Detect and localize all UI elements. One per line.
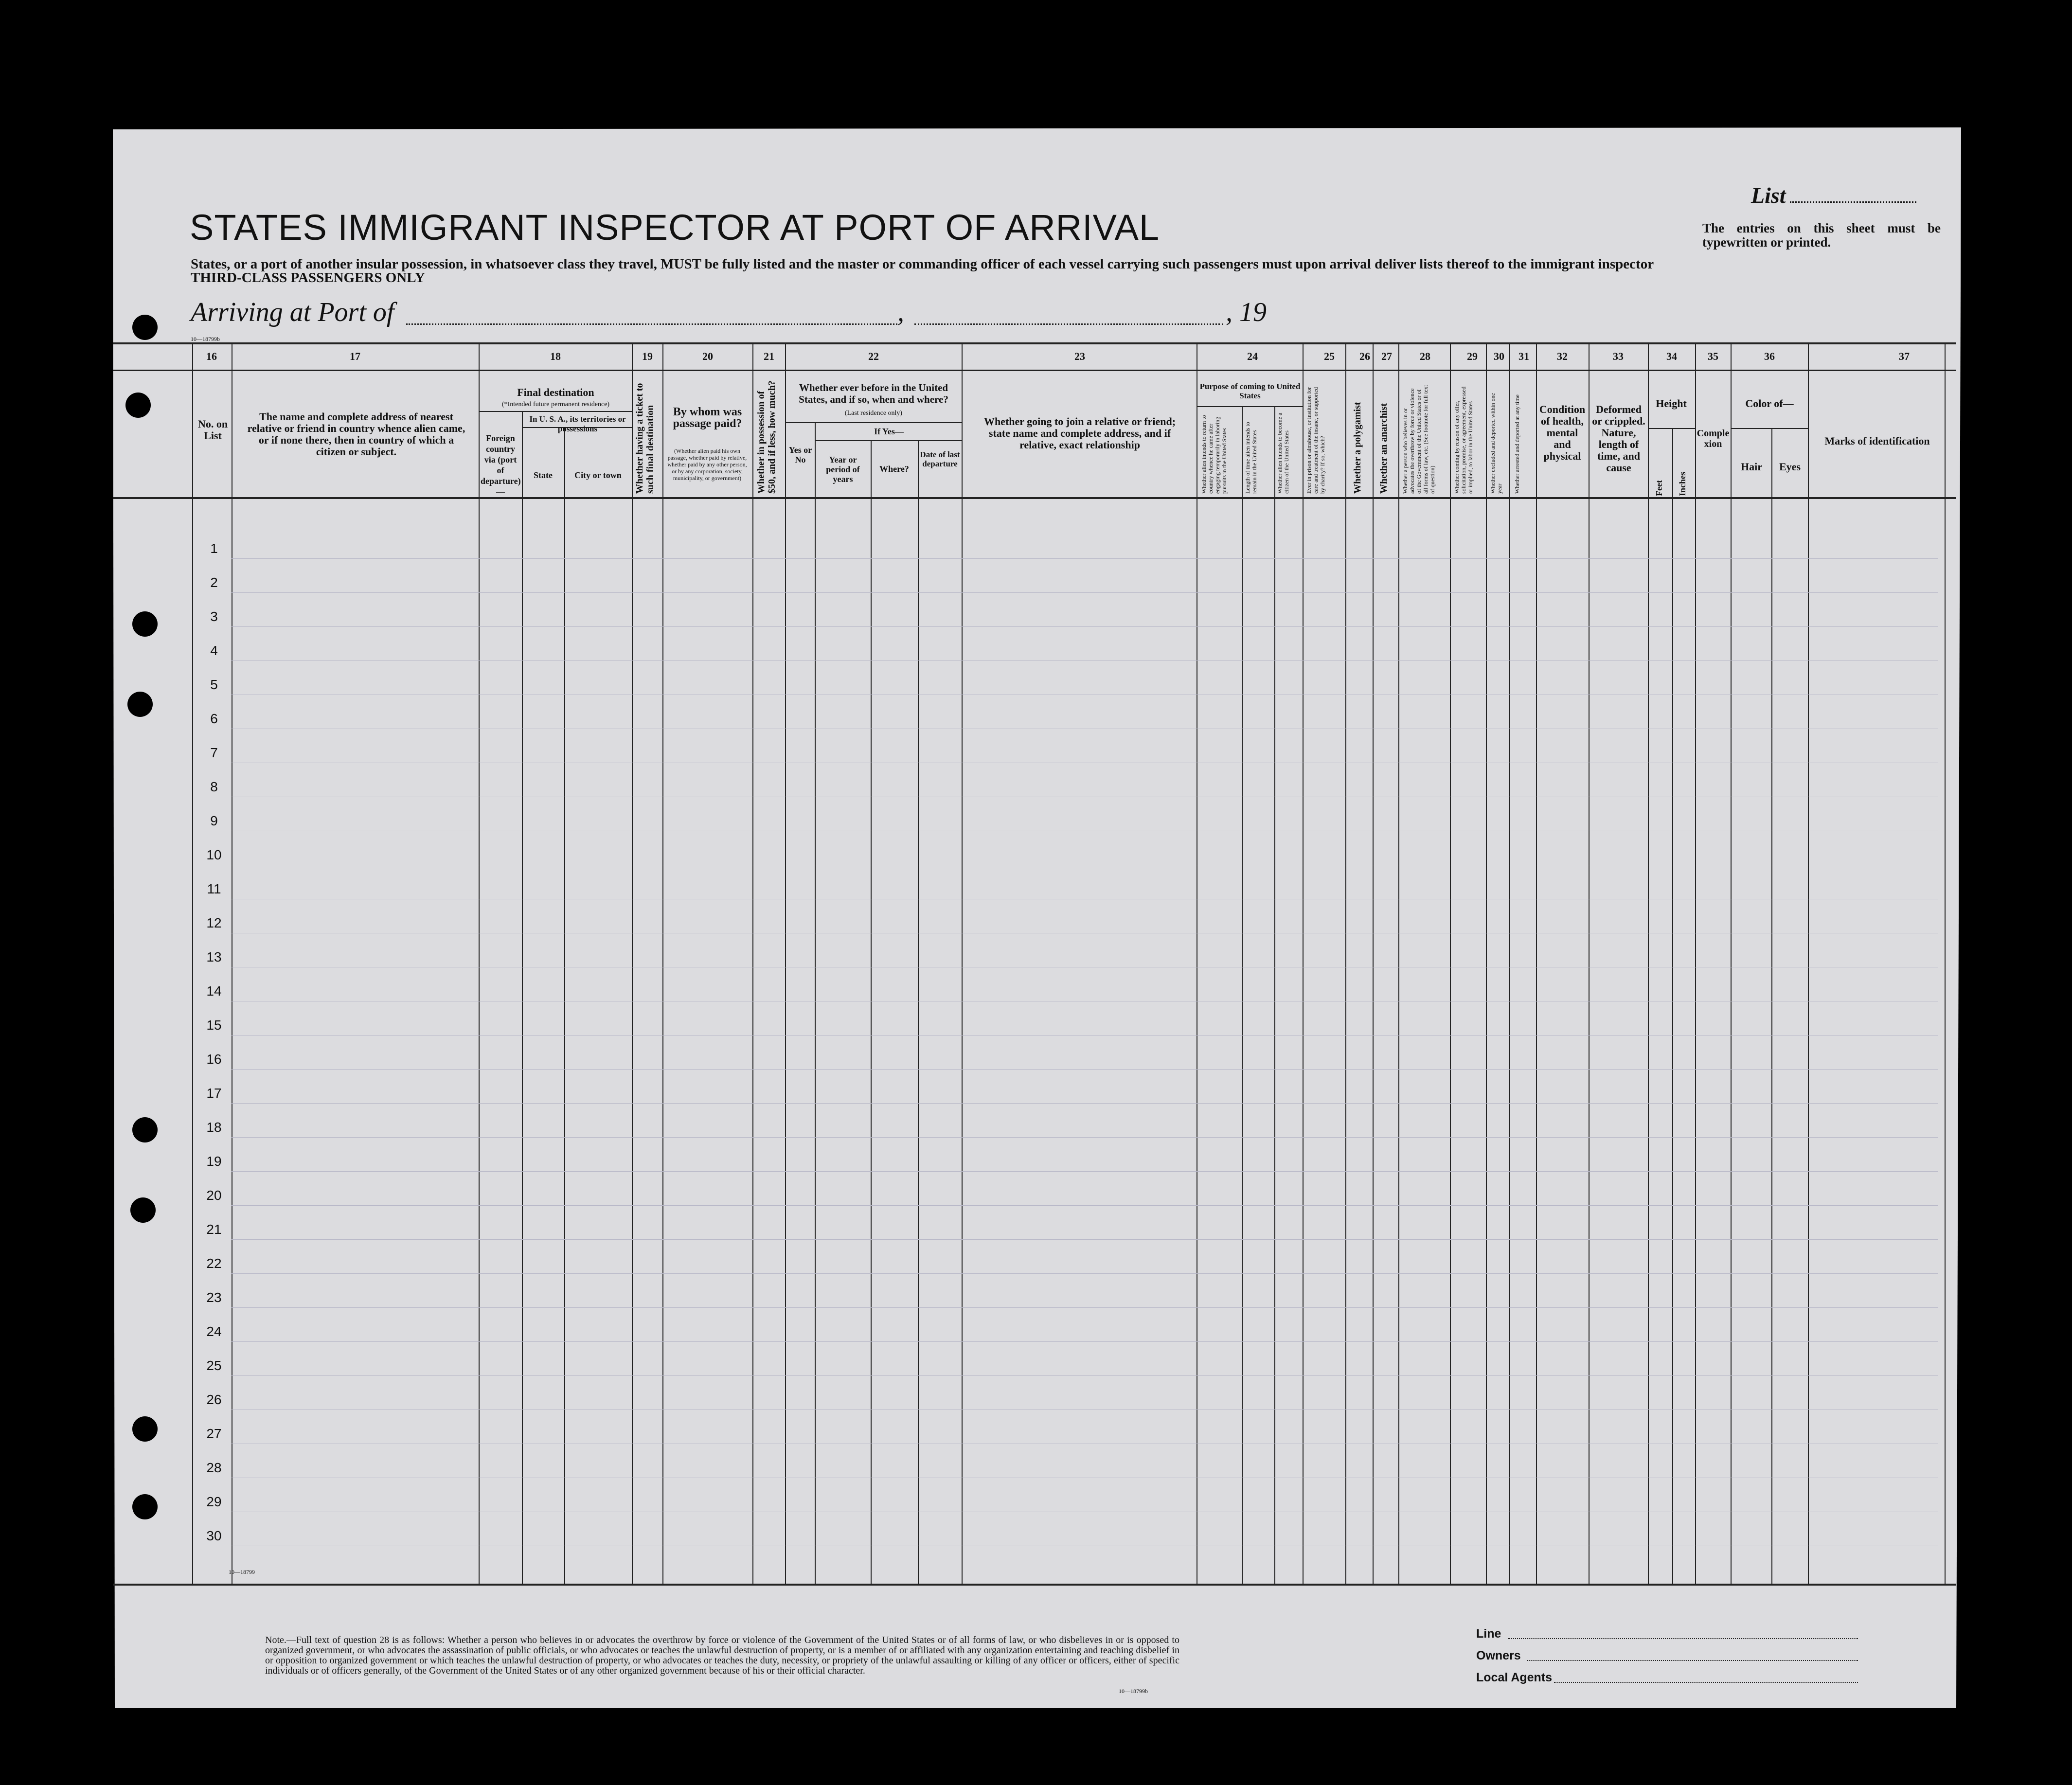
punch-hole [132, 611, 158, 637]
table-row[interactable] [231, 1069, 1938, 1070]
col-sep [1303, 342, 1304, 1584]
col-number-19: 19 [642, 350, 653, 362]
col-sep [1345, 342, 1346, 1584]
header-if-yes: If Yes— [874, 427, 904, 436]
row-number: 6 [210, 711, 218, 726]
class-line: THIRD-CLASS PASSENGERS ONLY [191, 270, 425, 286]
form-number-bottom: 10—18799 [229, 1569, 255, 1575]
col-number-32: 32 [1557, 350, 1568, 362]
col-number-31: 31 [1518, 350, 1529, 362]
punch-hole [125, 393, 151, 418]
header-prison-almshouse: Ever in prison or almshouse, or institution for care and treatment of the insane, or supported by charity? If so, which? [1305, 387, 1326, 494]
header-anarchist: Whether an anarchist [1378, 403, 1389, 494]
form-title: STATES IMMIGRANT INSPECTOR AT PORT OF ARRIVAL [190, 207, 1160, 248]
header-offer-labor: Whether coming by reason of any offer, solicitation, promise, or agreement, expressed or implied, to labor in the United States [1453, 386, 1474, 494]
col-sep [479, 342, 480, 1584]
col-number-21: 21 [764, 350, 774, 362]
local-agents-label: Local Agents [1476, 1671, 1553, 1684]
form-sheet [113, 127, 1961, 1708]
typewritten-notice: The entries on this sheet must be typewritten or printed. [1702, 221, 1941, 250]
col-number-22: 22 [868, 350, 879, 362]
col-sep [564, 427, 565, 1584]
header-join-relative: Whether going to join a relative or friend; state name and complete address, and if relative, exact relationship [983, 415, 1176, 451]
row-number: 23 [206, 1290, 222, 1305]
header-state: State [534, 470, 553, 480]
row-number: 21 [206, 1222, 222, 1237]
header-passage-paid-sub: (Whether alien paid his own passage, whether paid by relative, whether paid by any other person, or by any corporation, society, municipality, or government) [667, 447, 747, 482]
row-number: 5 [210, 677, 218, 692]
row-number: 24 [206, 1324, 222, 1339]
row-number: 26 [206, 1392, 222, 1407]
row-number: 29 [206, 1494, 222, 1509]
row-number: 12 [206, 915, 222, 930]
col-sep [962, 342, 963, 1584]
col-sep [1373, 342, 1374, 1584]
col-sep [632, 342, 633, 1584]
header-possession-50: Whether in possession of $50, and if less, how much? [756, 380, 777, 494]
header-purpose-length: Length of time alien intends to remain in the United States [1244, 422, 1258, 494]
owners-field[interactable] [1527, 1660, 1858, 1661]
header-ever-before-us-sub: (Last residence only) [844, 410, 903, 417]
table-row[interactable] [231, 626, 1938, 627]
arriving-label: Arriving at Port of [191, 297, 394, 327]
line-label: Line [1476, 1627, 1501, 1641]
row-number: 20 [206, 1188, 222, 1203]
subhdr-rule [479, 411, 632, 412]
col-sep [871, 440, 872, 1584]
row-number: 9 [210, 813, 218, 828]
col-number-35: 35 [1708, 350, 1718, 362]
table-row[interactable] [231, 558, 1938, 559]
row-number: 10 [206, 847, 222, 862]
header-passage-paid: By whom was passage paid? [673, 406, 742, 430]
table-rule-bottom [113, 1584, 1956, 1586]
col-number-25: 25 [1324, 350, 1335, 362]
col-number-20: 20 [702, 350, 713, 362]
col-sep [1486, 342, 1487, 1584]
instructions-text: States, or a port of another insular possession, in whatsoever class they travel, MUST be fully listed and the master or commanding officer of each vessel carrying such passengers must upon arrival deliver lists thereof to the immigrant inspector [191, 256, 1654, 272]
subhdr-rule [1648, 428, 1695, 429]
subhdr-rule [1731, 428, 1808, 429]
col-sep [1771, 428, 1772, 1584]
col-number-16: 16 [206, 350, 217, 362]
header-final-destination: Final destination [517, 386, 594, 398]
punch-hole [130, 1197, 156, 1223]
header-date-last-departure: Date of last departure [920, 450, 960, 468]
col-number-23: 23 [1074, 350, 1085, 362]
table-rule-header-bottom [113, 497, 1956, 499]
header-feet: Feet [1654, 480, 1664, 496]
header-hair: Hair [1741, 461, 1762, 473]
col-number-30: 30 [1494, 350, 1504, 362]
row-number: 4 [210, 643, 218, 658]
col-sep [662, 342, 663, 1584]
col-number-36: 36 [1764, 350, 1775, 362]
table-row[interactable] [231, 1137, 1938, 1138]
col-number-34: 34 [1666, 350, 1677, 362]
col-sep [1672, 428, 1673, 1584]
header-polygamist: Whether a polygamist [1352, 402, 1363, 494]
col-number-29: 29 [1467, 350, 1478, 362]
date-field[interactable] [914, 323, 1223, 325]
punch-hole [127, 692, 153, 717]
header-ever-before-us: Whether ever before in the United States, and if so, when and where? [799, 382, 948, 405]
list-number-field[interactable] [1790, 201, 1916, 203]
col-number-37: 37 [1899, 350, 1910, 362]
header-having-ticket: Whether having a ticket to such final destination [634, 383, 656, 494]
header-in-usa: In U. S. A., its territories or possessions [529, 414, 626, 433]
header-city-or-town: City or town [574, 470, 622, 480]
owners-label: Owners [1476, 1649, 1521, 1662]
row-number: 16 [206, 1052, 222, 1067]
subhdr-rule [785, 422, 962, 423]
col-sep [752, 342, 753, 1584]
form-number-top: 10—18799b [191, 336, 220, 342]
header-inches: Inches [1678, 471, 1687, 496]
table-row[interactable] [231, 660, 1938, 661]
col-sep [1648, 342, 1649, 1584]
table-rule-colnums [113, 370, 1956, 371]
row-number: 15 [206, 1017, 222, 1033]
header-year-period: Year or period of years [826, 455, 860, 484]
punch-hole [132, 315, 158, 340]
header-arrested-deported: Whether arrested and deported at any time [1514, 394, 1520, 494]
table-row[interactable] [231, 1273, 1938, 1274]
col-sep [1589, 342, 1590, 1584]
col-number-17: 17 [350, 350, 360, 362]
col-sep [1509, 342, 1510, 1584]
row-number: 14 [206, 983, 222, 999]
comma-separator: , [897, 297, 904, 327]
col-sep [1536, 342, 1537, 1584]
table-row[interactable] [231, 1103, 1938, 1104]
row-number: 1 [210, 541, 218, 556]
row-number: 3 [210, 609, 218, 624]
header-nearest-relative: The name and complete address of nearest relative or friend in country whence alien came, or if none there, then in country of which a citizen or subject. [247, 411, 465, 458]
header-eyes: Eyes [1779, 461, 1801, 473]
row-number: 8 [210, 779, 218, 794]
header-height: Height [1656, 397, 1687, 410]
header-purpose: Purpose of coming to United States [1199, 382, 1301, 400]
header-overthrow: Whether a person who believes in or advocates the overthrow by force or violence of the Government of the United States or of all forms of law, etc. (See footnote for full text of question) [1402, 385, 1436, 494]
table-row[interactable] [231, 1205, 1938, 1206]
row-number: 17 [206, 1086, 222, 1101]
subhdr-rule [1197, 406, 1303, 407]
punch-hole [132, 1494, 158, 1519]
col-number-18: 18 [550, 350, 561, 362]
header-excluded-deported: Whether excluded and deported within one year [1489, 393, 1503, 494]
header-marks-identification: Marks of identification [1824, 435, 1930, 447]
table-row[interactable] [231, 1171, 1938, 1172]
col-sep [1274, 406, 1275, 1584]
punch-hole [132, 1416, 158, 1442]
table-row[interactable] [231, 1307, 1938, 1308]
header-complexion: Complexion [1697, 428, 1730, 449]
row-number: 7 [210, 745, 218, 760]
table-rule-top [113, 342, 1956, 344]
row-number: 19 [206, 1154, 222, 1169]
col-sep [1731, 342, 1732, 1584]
col-sep [1450, 342, 1451, 1584]
row-number: 27 [206, 1426, 222, 1441]
header-where: Where? [879, 464, 909, 474]
footnote-question-28: Note.—Full text of question 28 is as follows: Whether a person who believes in or advocates the overthrow by force or violence of the Government of the United States or of all forms of law, or who disbelieves in or is opposed to organized government, or who advocates the assassination of public officials, or who advocates or teaches the unlawful destruction of property, or is a member of or affiliated with any organization entertaining and teaching disbelief in or opposition to organized government or which teaches the unlawful destruction of property, or who advocates or teaches the duty, necessity, or propriety of the unlawful assaulting or killing of any officer or officers, either of specific individuals or of officers generally, of the Government of the United States or of any other organized government because of his or their official character. [265, 1635, 1179, 1676]
col-number-28: 28 [1420, 350, 1430, 362]
row-number: 30 [206, 1528, 222, 1543]
port-field[interactable] [406, 323, 897, 325]
punch-hole [132, 1117, 158, 1142]
line-field[interactable] [1508, 1638, 1858, 1639]
table-row[interactable] [231, 1239, 1938, 1240]
col-sep [192, 342, 193, 1584]
table-row[interactable] [231, 592, 1938, 593]
col-sep [1695, 342, 1696, 1584]
header-yes-or-no: Yes or No [788, 445, 812, 464]
col-sep [1808, 342, 1809, 1584]
row-number: 11 [207, 881, 221, 896]
header-color-of: Color of— [1745, 397, 1794, 410]
header-purpose-citizen: Whether alien intends to become a citizen of the United States [1276, 412, 1290, 494]
col-number-26: 26 [1359, 350, 1370, 362]
col-sep [1945, 342, 1946, 1584]
col-sep [918, 440, 919, 1584]
col-sep [522, 411, 523, 1584]
table-row[interactable] [231, 1375, 1938, 1376]
table-row[interactable] [231, 1341, 1938, 1342]
row-number: 13 [206, 949, 222, 964]
col-sep [1242, 406, 1243, 1584]
row-number: 22 [206, 1256, 222, 1271]
row-number: 18 [206, 1120, 222, 1135]
subhdr-rule [815, 440, 962, 441]
col-number-27: 27 [1381, 350, 1392, 362]
header-deformed: Deformed or crippled. Nature, length of time, and cause [1592, 403, 1645, 474]
header-foreign-country: Foreign country via (port of departure)— [481, 433, 521, 497]
row-number: 25 [206, 1358, 222, 1373]
col-number-24: 24 [1247, 350, 1258, 362]
list-label: List [1751, 183, 1786, 208]
col-number-33: 33 [1613, 350, 1624, 362]
header-final-destination-sub: (*Intended future permanent residence) [501, 401, 610, 408]
local-agents-field[interactable] [1554, 1682, 1858, 1683]
form-number-note: 10—18799b [1119, 1688, 1148, 1695]
year-prefix: , 19 [1226, 297, 1267, 327]
row-number: 28 [206, 1460, 222, 1475]
header-condition-health: Condition of health, mental and physical [1539, 403, 1586, 462]
row-number: 2 [210, 575, 218, 590]
col-sep [785, 342, 786, 1584]
header-purpose-return: Whether alien intends to return to country whence he came after engaging temporarily in laboring pursuits in the United States [1200, 415, 1228, 494]
col-sep [1398, 342, 1399, 1584]
header-no-on-list: No. on List [197, 418, 228, 442]
